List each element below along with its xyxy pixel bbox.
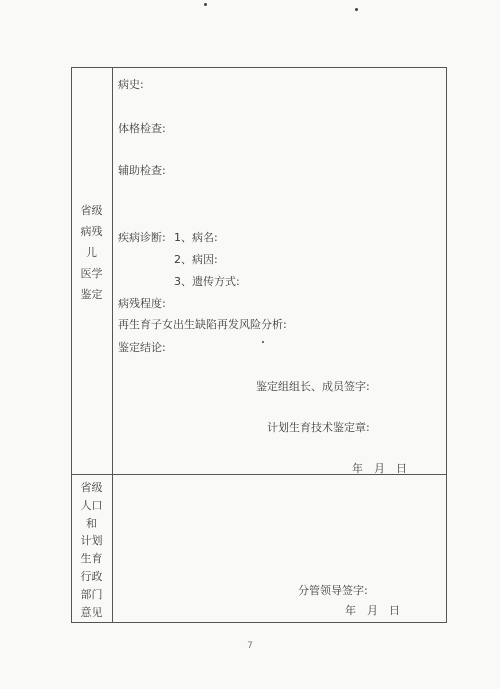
section2-date: 年 月 日 [345, 604, 400, 617]
team-signature-label: 鉴定组组长、成员签字: [256, 380, 370, 393]
section1-side-label [71, 200, 112, 305]
severity-label: 病残程度: [118, 297, 166, 310]
conclusion-label: 鉴定结论: [118, 341, 166, 354]
side-label-line: 省级 [80, 204, 103, 217]
history-label: 病史: [118, 78, 144, 91]
side-label-line: 和 [86, 516, 97, 530]
leader-signature-label: 分管领导签字: [298, 584, 368, 597]
side-label-line: 医学 [80, 267, 103, 280]
inheritance-label: 3、遗传方式: [174, 275, 240, 288]
side-label-line: 鉴定 [80, 288, 103, 301]
cause-label: 2、病因: [174, 253, 218, 266]
side-label-line: 计划 [80, 534, 103, 548]
side-label-line: 儿 [86, 246, 97, 259]
disease-name-label: 1、病名: [174, 231, 218, 244]
side-label-line: 部门 [80, 587, 103, 601]
scan-speck [355, 8, 358, 11]
scan-speck [204, 3, 207, 6]
seal-label: 计划生育技术鉴定章: [267, 421, 370, 434]
section2-side-label [71, 479, 112, 621]
side-label-line: 生育 [80, 552, 103, 566]
side-label-line: 人口 [80, 498, 103, 512]
column-divider [112, 67, 113, 623]
aux-exam-label: 辅助检查: [118, 164, 166, 177]
diagnosis-label: 疾病诊断: [118, 231, 166, 244]
risk-analysis-label: 再生育子女出生缺陷再发风险分析: [118, 318, 287, 331]
physical-exam-label: 体格检查: [118, 122, 166, 135]
page-number: 7 [247, 641, 253, 651]
side-label-line: 病残 [80, 225, 103, 238]
side-label-line: 省级 [80, 481, 103, 494]
side-label-line: 行政 [80, 569, 103, 583]
side-label-line: 意见 [80, 605, 103, 619]
section1-date: 年 月 日 [352, 462, 407, 475]
